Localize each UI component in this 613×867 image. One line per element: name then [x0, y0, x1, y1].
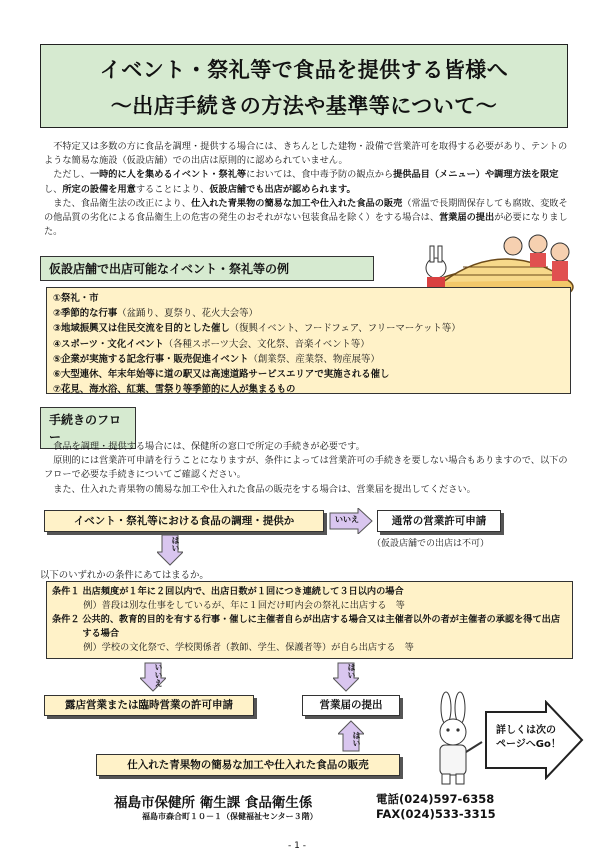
yes-label-3: はい: [352, 731, 361, 747]
flow-start-box: イベント・祭礼等における食品の調理・提供か: [44, 510, 324, 532]
title-line1: イベント・祭礼等で食品を提供する皆様へ: [99, 58, 509, 82]
intro-p2: ただし、一時的に人を集めるイベント・祭礼等においては、食中毒予防の観点から提供品目（メニュー）や調理方法を限定し、所定の設備を用意することにより、仮設店舗でも出店が認められます。: [44, 169, 559, 195]
footer-fax: FAX(024)533-3315: [376, 807, 496, 821]
section1-heading: 仮設店舗で出店可能なイベント・祭礼等の例: [40, 256, 374, 281]
event-list: [46, 287, 571, 394]
flow-intro-p3: また、仕入れた青果物の簡易な加工や仕入れた食品の販売をする場合は、営業届を提出してください。: [53, 483, 476, 495]
condition-2-example: 例）学校の文化祭で、学校関係者（教師、学生、保護者等）が自ら出店する 等: [83, 642, 414, 653]
list-item: ⑥大型連休、年末年始等に道の駅又は高速道路サービスエリアで実施される催し: [53, 369, 390, 381]
list-item: ②季節的な行事（盆踊り、夏祭り、花火大会等）: [53, 308, 258, 320]
produce-sales-box: 仕入れた青果物の簡易な加工や仕入れた食品の販売: [96, 754, 400, 776]
title-banner: [40, 44, 568, 128]
next-page-label: 詳しくは次の ページへGo！: [496, 725, 561, 750]
condition-2: 条件２ 公共的、教育的目的を有する行事・催しに主催者自らが出店する場合又は主催者以外の者が主催者の承認を得て出店する場合: [52, 614, 561, 639]
intro-p1: 不特定又は多数の方に食品を調理・提供する場合には、きちんとした建物・設備で営業許可を取得する必要があり、テントのような簡易な施設（仮設店舗）での出店は原則的に認められていません。: [44, 141, 568, 167]
no-label-2: いいえ: [154, 663, 163, 687]
list-item: ①祭礼・市: [53, 293, 99, 304]
page-number: - 1 -: [288, 841, 306, 851]
flow-intro-p1: 食品を調理・提供する場合には、保健所の窓口で所定の手続きが必要です。: [53, 441, 365, 452]
business-notification-box: 営業届の提出: [302, 695, 400, 716]
yes-label-1: はい: [171, 536, 180, 552]
condition-1: 条件１ 出店頻度が１年に２回以内で、出店日数が１回につき連続して３日以内の場合: [52, 586, 404, 597]
title-line2: ～出店手続きの方法や基準等について～: [110, 94, 498, 118]
normal-permit-box: 通常の営業許可申請: [377, 510, 501, 532]
list-item: ⑦花見、海水浴、紅葉、雪祭り等季節的に人が集まるもの: [53, 384, 296, 396]
conditions-box: [46, 581, 573, 659]
roten-permit-box: 露店営業または臨時営業の許可申請: [44, 695, 254, 716]
intro-p3: また、食品衛生法の改正により、仕入れた青果物の簡易な加工や仕入れた食品の販売（常温で長期間保存しても腐敗、変敗その他品質の劣化による食品衛生上の危害の発生のおそれがない包装食品を除く）をする場合は、営業届の提出が必要になりました。: [44, 197, 568, 238]
yes-label-2: はい: [347, 663, 356, 679]
rabbit-mascot: [418, 690, 488, 790]
list-item: ④スポーツ・文化イベント（各種スポーツ大会、文化祭、音楽イベント等）: [53, 338, 370, 350]
no-label-1: いいえ: [335, 515, 359, 524]
section2-heading: 手続きのフロー: [40, 407, 136, 449]
flow-intro: [44, 440, 574, 497]
list-item: ⑤企業が実施する記念行事・販売促進イベント（創業祭、産業祭、物産展等）: [53, 353, 380, 365]
flow-intro-p2: 原則的には営業許可申請を行うことになりますが、条件によっては営業許可の手続きを要しない場合もありますので、以下のフローで必要な手続きについてご確認ください。: [44, 455, 568, 481]
flow-question: 以下のいずれかの条件にあてはまるか。: [40, 570, 209, 581]
condition-1-example: 例）普段は別な仕事をしているが、年に１回だけ町内会の祭礼に出店する 等: [83, 600, 405, 611]
footer-address: 福島市森合町１０－１（保健福祉センター３階）: [142, 812, 318, 821]
normal-permit-note: （仮設店舗での出店は不可）: [372, 539, 490, 549]
footer-org: 福島市保健所 衛生課 食品衛生係: [114, 795, 313, 811]
intro: [44, 140, 574, 239]
footer-tel: 電話(024)597-6358: [376, 792, 495, 806]
list-item: ③地域振興又は住民交流を目的とした催し（復興イベント、フードフェア、フリーマーケット等）: [53, 323, 461, 335]
